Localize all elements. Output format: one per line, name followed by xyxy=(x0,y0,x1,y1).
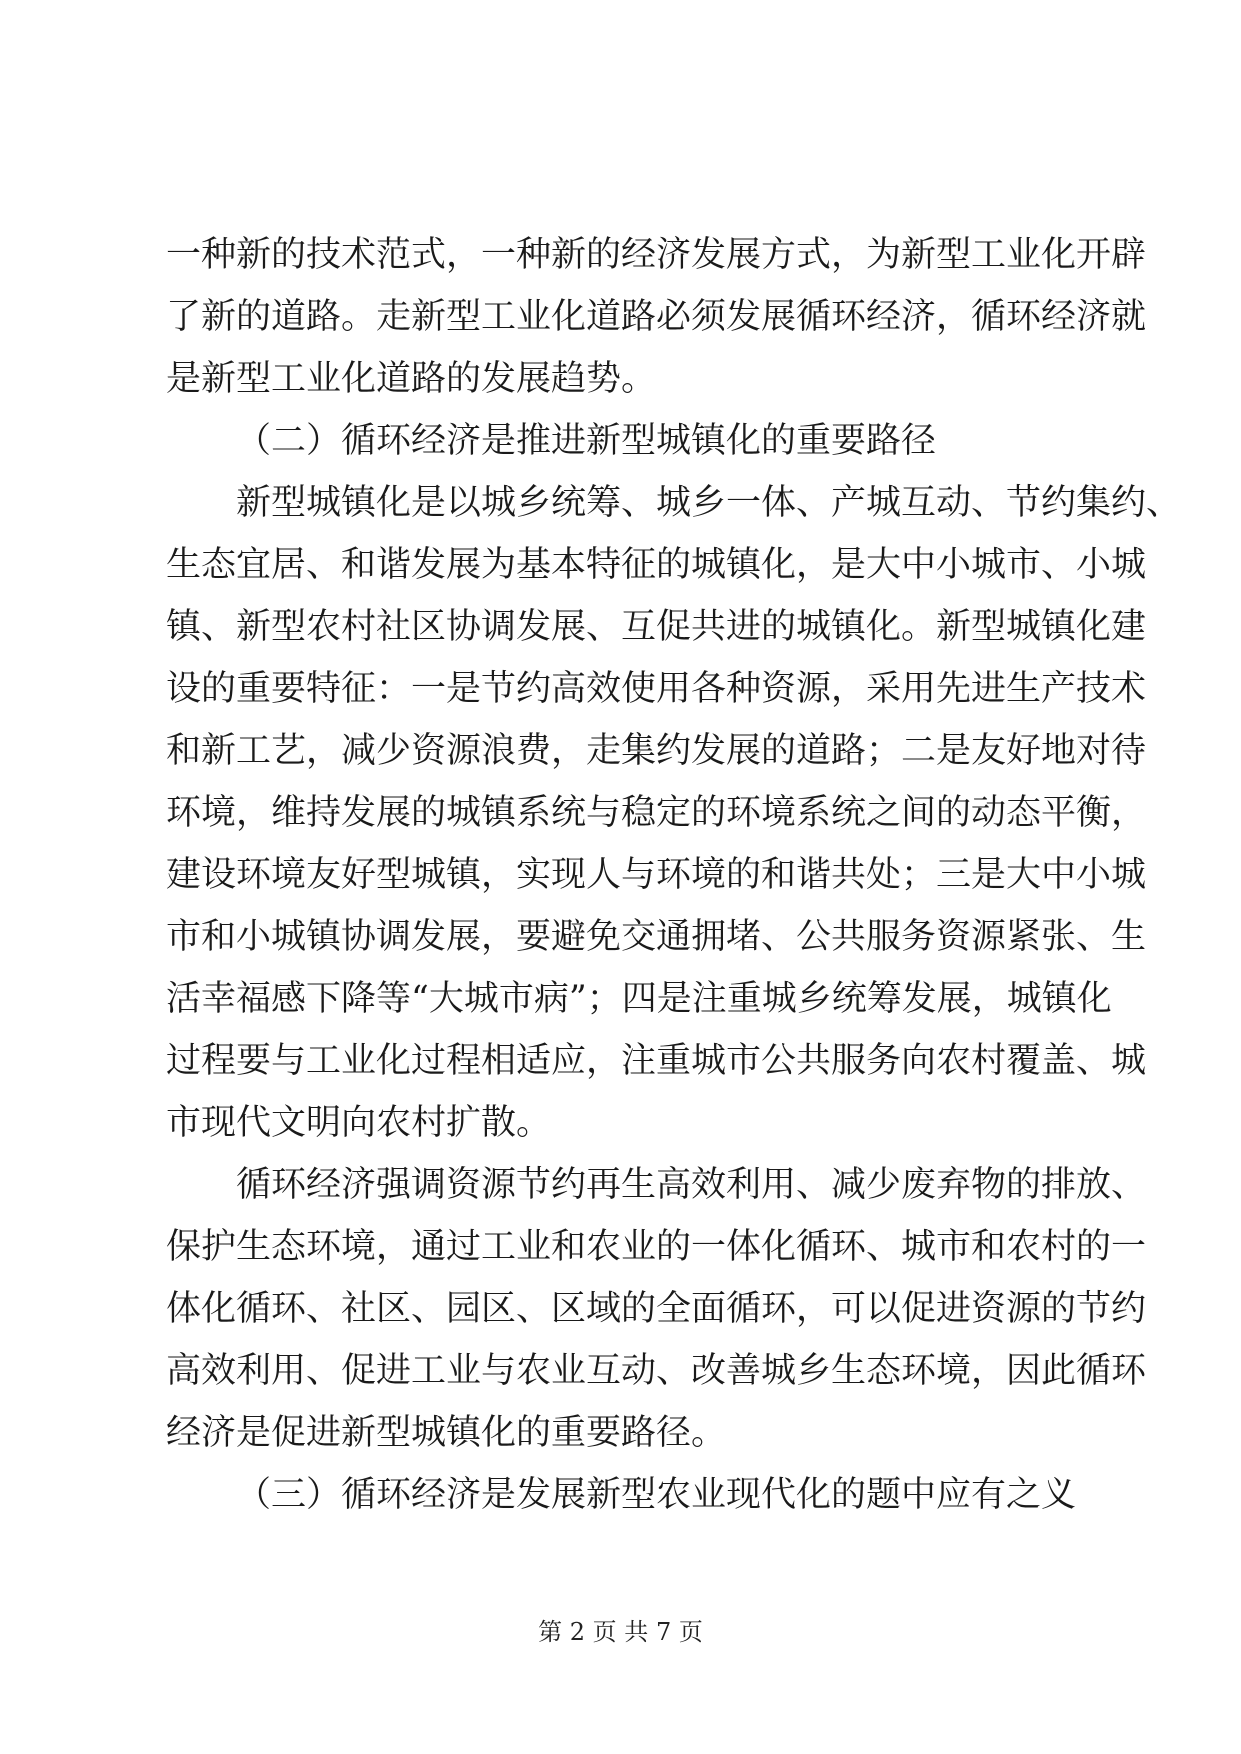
section-heading xyxy=(166,410,1086,472)
text-line: 高效利用、促进工业与农业互动、改善城乡生态环境，因此循环 xyxy=(166,1351,1147,1391)
text-line: 设的重要特征：一是节约高效使用各种资源，采用先进生产技术 xyxy=(166,669,1147,709)
text-line: 是新型工业化道路的发展趋势。 xyxy=(166,359,657,399)
text-line: 了新的道路。走新型工业化道路必须发展循环经济，循环经济就 xyxy=(166,297,1147,337)
text-line: 建设环境友好型城镇，实现人与环境的和谐共处；三是大中小城 xyxy=(166,855,1147,895)
section-heading xyxy=(166,1464,1086,1526)
text-line: 活幸福感下降等“大城市病”；四是注重城乡统筹发展，城镇化 xyxy=(166,979,1112,1019)
text-line: 保护生态环境，通过工业和农业的一体化循环、城市和农村的一 xyxy=(166,1227,1147,1267)
text-line: 生态宜居、和谐发展为基本特征的城镇化，是大中小城市、小城 xyxy=(166,545,1147,585)
page-number-footer: 第 2 页 共 7 页 xyxy=(538,1618,703,1646)
heading-line: （三）循环经济是发展新型农业现代化的题中应有之义 xyxy=(236,1475,1077,1515)
text-line: 市和小城镇协调发展，要避免交通拥堵、公共服务资源紧张、生 xyxy=(166,917,1147,957)
text-line: 新型城镇化是以城乡统筹、城乡一体、产城互动、节约集约、 xyxy=(236,483,1182,523)
text-line: 过程要与工业化过程相适应，注重城市公共服务向农村覆盖、城 xyxy=(166,1041,1147,1081)
text-line: 镇、新型农村社区协调发展、互促共进的城镇化。新型城镇化建 xyxy=(166,607,1147,647)
text-line: 经济是促进新型城镇化的重要路径。 xyxy=(166,1413,727,1453)
text-line: 体化循环、社区、园区、区域的全面循环，可以促进资源的节约 xyxy=(166,1289,1147,1329)
text-line: 和新工艺，减少资源浪费，走集约发展的道路；二是友好地对待 xyxy=(166,731,1147,771)
heading-line: （二）循环经济是推进新型城镇化的重要路径 xyxy=(236,421,937,461)
paragraph xyxy=(166,1154,1147,1464)
text-line: 环境，维持发展的城镇系统与稳定的环境系统之间的动态平衡， xyxy=(166,793,1147,833)
text-line: 市现代文明向农村扩散。 xyxy=(166,1103,552,1143)
document-body xyxy=(166,224,1182,1526)
text-line: 循环经济强调资源节约再生高效利用、减少废弃物的排放、 xyxy=(236,1165,1147,1205)
paragraph xyxy=(166,472,1182,1154)
paragraph xyxy=(166,224,1147,410)
text-line: 一种新的技术范式，一种新的经济发展方式，为新型工业化开辟 xyxy=(166,235,1147,275)
